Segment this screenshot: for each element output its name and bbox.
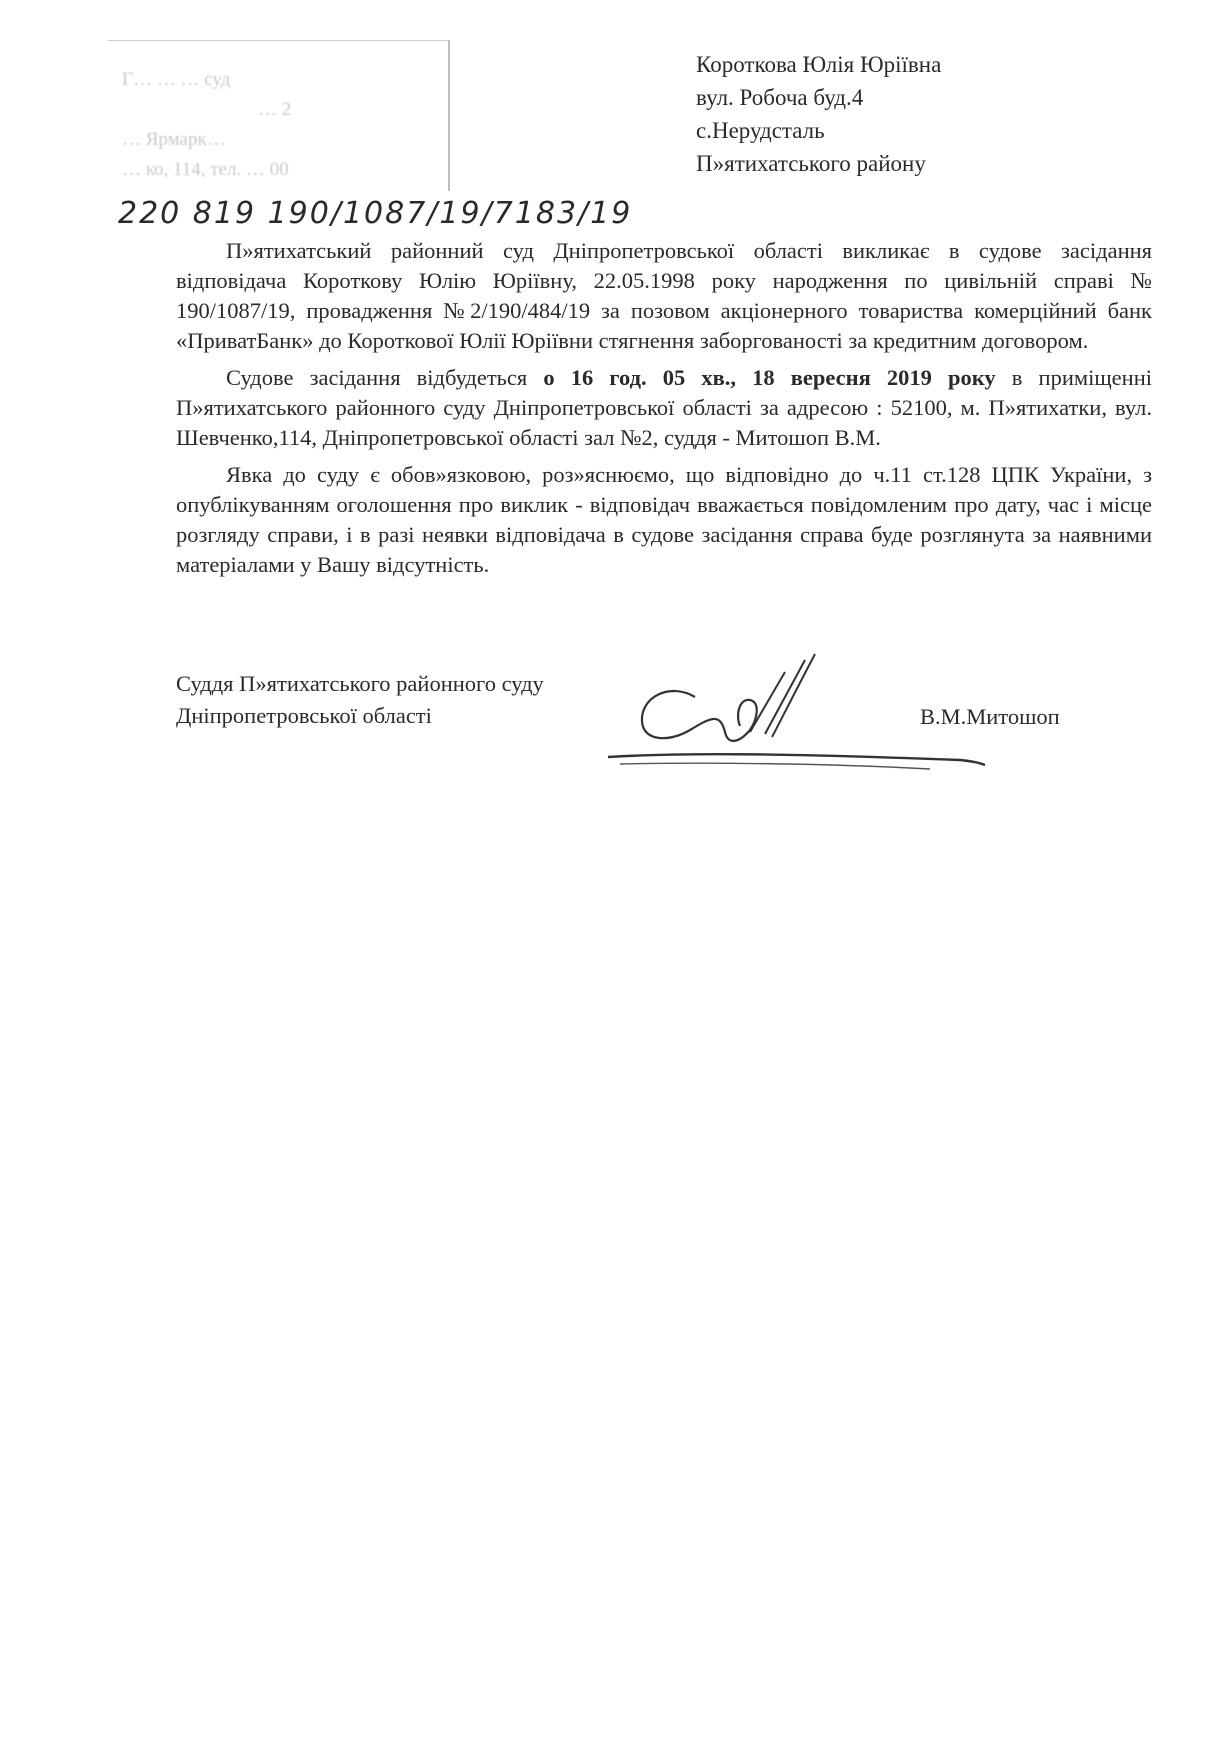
judge-title-block [176,668,544,732]
paragraph-attendance: Явка до суду є обов»язковою, роз»яснюємо, що відповідно до ч.11 ст.128 ЦПК України, з опублікуванням оголошення про виклик - відповідач вважається повідомленим про дату, час і місце розгляду справи, і в разі неявки відповідача в судове засідання справа буде розглянута за наявними матеріалами у Вашу відсутність. [176,462,1152,577]
summons-body [176,236,1152,587]
handwritten-case-number: 220 819 190/1087/19/7183/19 [118,196,633,231]
addressee-district: П»ятихатського району [696,151,926,176]
judge-name: В.М.Митошоп [920,704,1060,729]
hearing-intro: Судове засідання відбудеться [226,365,544,390]
addressee-street: вул. Робоча буд.4 [696,85,864,110]
paragraph-summons: П»ятихатський районний суд Дніпропетровської області викликає в судове засідання відповідача Короткову Юлію Юріївну, 22.05.1998 року народження по цивільній справі № 190/1087/19, провадження №2/190/484/19 за позовом акціонерного товариства комерційний банк «ПриватБанк» до Короткової Юлії Юріївни стягнення заборгованості за кредитним договором. [176,238,1152,353]
stamp-line-3: … Ярмарк… [122,129,226,150]
stamp-line-1: Г… … … суд [122,69,231,90]
stamp-line-4: … ко, 114, тел. … 00 [122,159,289,180]
addressee-village: с.Нерудсталь [696,118,825,143]
judge-title-line-1: Суддя П»ятихатського районного суду [176,671,544,696]
addressee-name: Короткова Юлія Юріївна [696,52,942,77]
judge-title-line-2: Дніпропетровської області [176,703,432,728]
hearing-location: в приміщенні П»ятихатського районного суду Дніпропетровської області за адресою : 52100, м. П»ятихатки, вул. Шевченко,114, Дніпропетровської області зал №2, суддя - Митошоп В.М. [176,365,1152,450]
court-stamp [108,40,450,191]
addressee-block [696,48,1196,180]
hearing-datetime: о 16 год. 05 хв., 18 вересня 2019 року [543,365,996,390]
paragraph-hearing [176,363,1152,453]
stamp-line-2: … 2 [258,99,292,120]
